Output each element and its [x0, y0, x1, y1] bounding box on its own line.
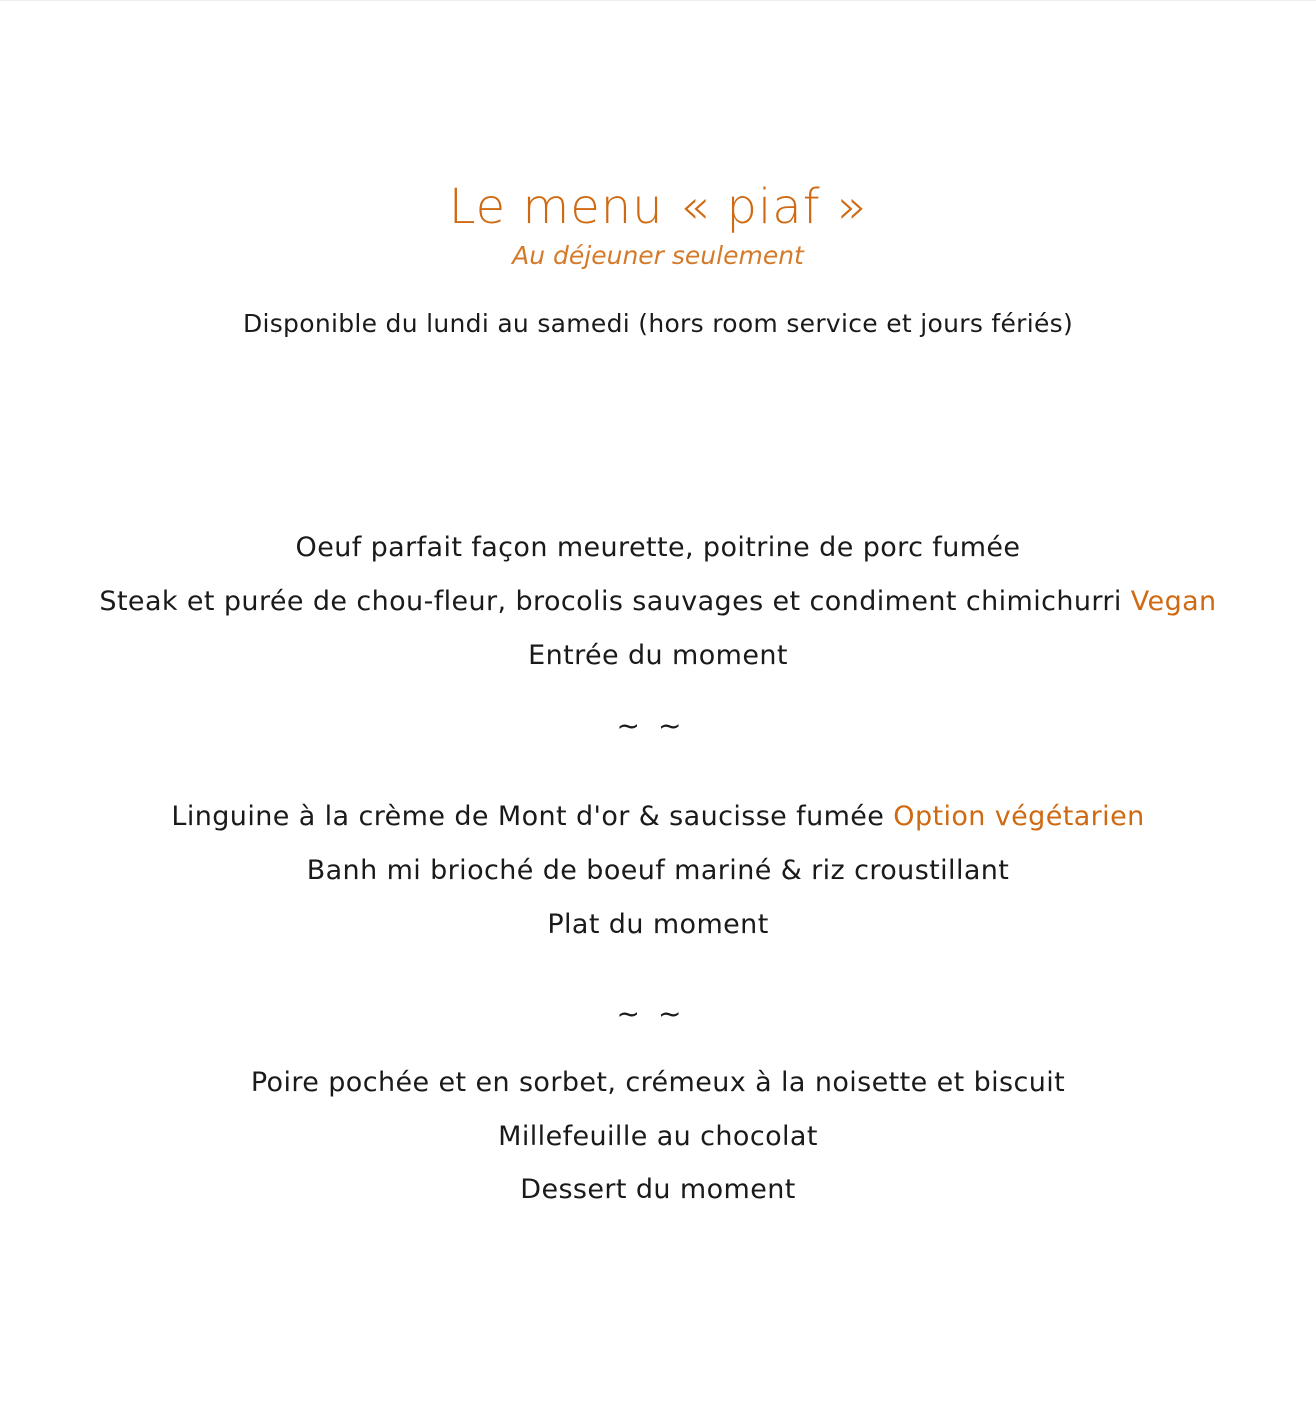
plat-item-1: [0, 800, 1316, 834]
vegetarian-option-tag: Option végétarien: [893, 801, 1145, 832]
plat-item-2-text: Banh mi brioché de boeuf mariné & riz croustillant: [306, 855, 1010, 886]
menu-title: Le menu « piaf »: [448, 179, 868, 235]
entree-item-1-text: Oeuf parfait façon meurette, poitrine de porc fumée: [295, 532, 1021, 563]
availability-note: Disponible du lundi au samedi (hors room service et jours fériés): [242, 309, 1074, 338]
menu-subtitle: Au déjeuner seulement: [512, 241, 804, 270]
dessert-item-3-text: Dessert du moment: [520, 1174, 796, 1205]
plat-item-2: [0, 854, 1316, 888]
dessert-item-3: [0, 1173, 1316, 1207]
plat-item-1-text: Linguine à la crème de Mont d'or & saucisse fumée: [171, 801, 885, 832]
dessert-item-2: [0, 1120, 1316, 1154]
plat-item-3-text: Plat du moment: [547, 909, 769, 940]
section-separator-2: ~~: [616, 997, 700, 1030]
dessert-item-1: [0, 1066, 1316, 1100]
vegan-tag: Vegan: [1130, 586, 1217, 617]
entree-item-3-text: Entrée du moment: [528, 640, 788, 671]
dessert-item-2-text: Millefeuille au chocolat: [498, 1121, 818, 1152]
entree-item-2: [0, 585, 1316, 619]
plat-item-3: [0, 908, 1316, 942]
entree-item-3: [0, 639, 1316, 673]
entree-item-2-text: Steak et purée de chou-fleur, brocolis sauvages et condiment chimichurri: [99, 586, 1122, 617]
section-separator-1: ~~: [616, 709, 700, 742]
dessert-item-1-text: Poire pochée et en sorbet, crémeux à la noisette et biscuit: [250, 1067, 1066, 1098]
entree-item-1: [0, 531, 1316, 565]
